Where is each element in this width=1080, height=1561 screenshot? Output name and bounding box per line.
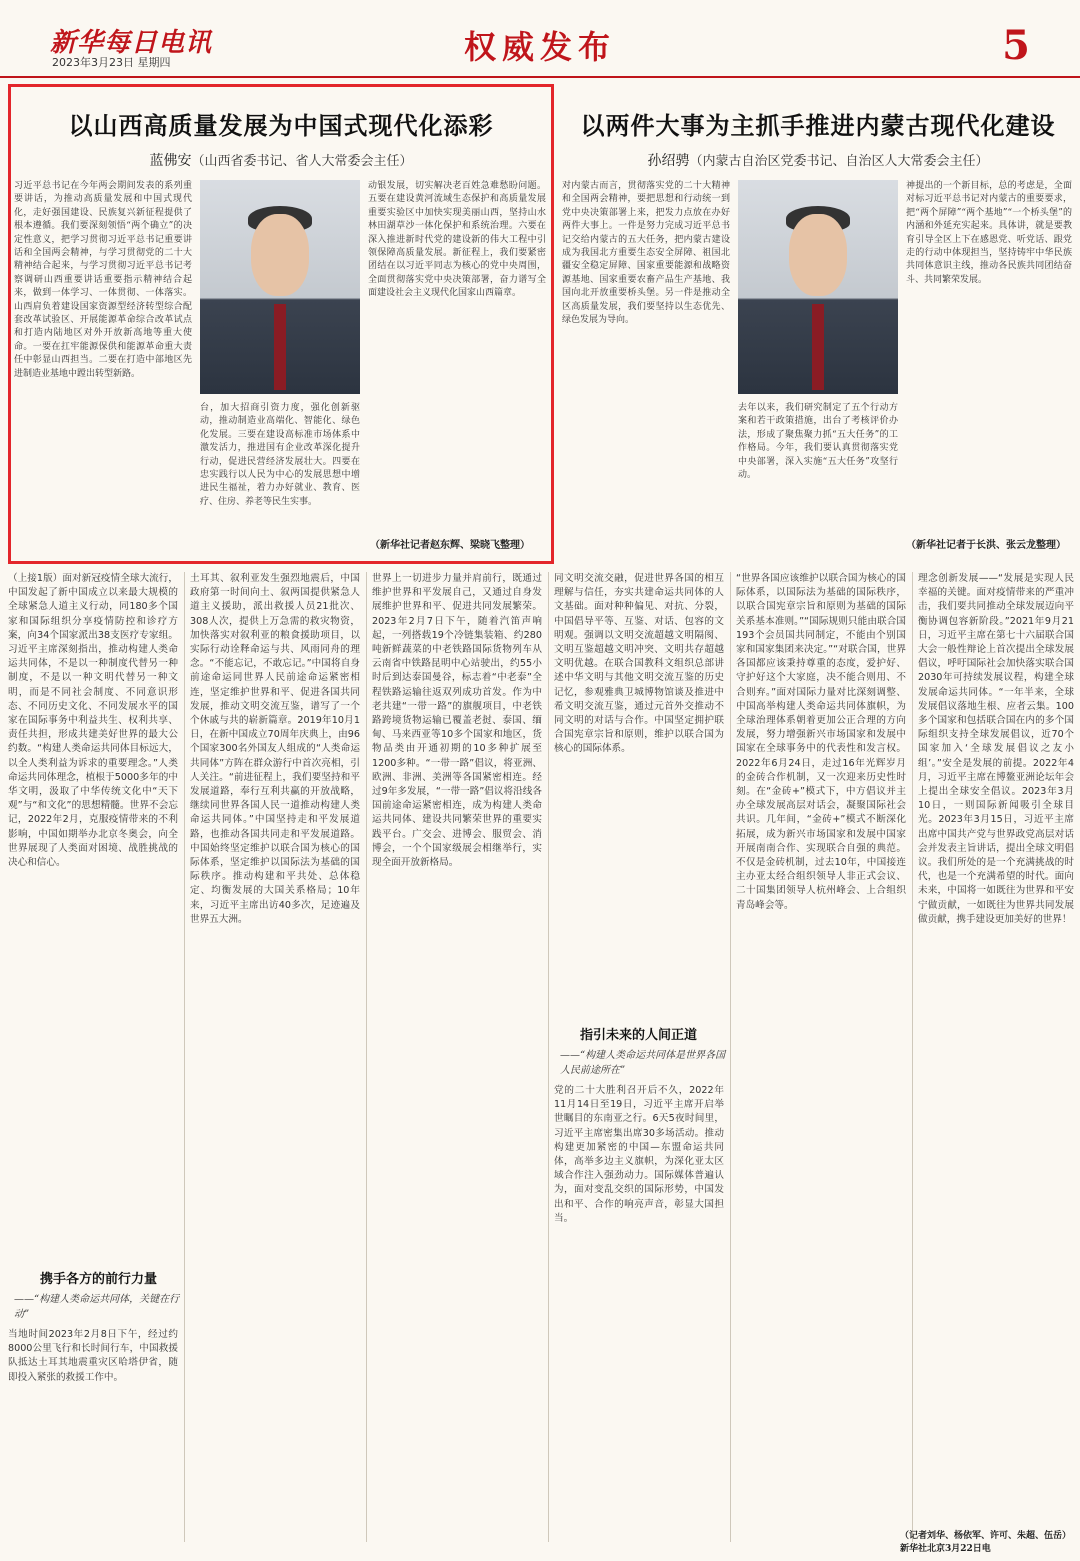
column-divider bbox=[730, 572, 731, 1542]
article-credit: （新华社记者赵东辉、梁晓飞整理） bbox=[370, 540, 530, 551]
body-column: 世界上一切进步力量并肩前行，既通过维护世界和平发展自己，又通过自身发展维护世界和平、促进共同发展繁荣。2023年2月7日下午，随着汽笛声响起，一列搭载19个冷链集装箱、约280吨新鲜蔬菜的中老铁路国际货物列车从云南省中铁路昆明中心站驶出，约55小时后到达泰国曼谷，标志着“中老泰”全程铁路运输往返双列成功首发。作为中老共建“一带一路”的旗舰项目，中老铁路跨境货物运输已覆盖老挝、泰国、缅甸、马来西亚等10多个国家和地区，货物品类由开通初期的10多种扩展至1200多种。“一带一路”倡议，将亚洲、欧洲、非洲、美洲等各国紧密相连。经过9年多发展，“一带一路”倡议将沿线各国前途命运紧密相连，成为构建人类命运共同体、建设共同繁荣世界的重要实践平台。广交会、进博会、服贸会、消博会，一个个国家级展会相继举行，实现全面开放新格局。 bbox=[372, 573, 542, 869]
issue-date: 2023年3月23日 星期四 bbox=[52, 56, 171, 69]
masthead-rule bbox=[0, 76, 1080, 78]
author-position: （山西省委书记、省人大常委会主任） bbox=[191, 154, 413, 169]
article-inner-mongolia bbox=[562, 84, 1074, 564]
body-column: 当地时间2023年2月8日下午，经过约8000公里飞行和长时间行车，中国救援队抵达土耳其地震重灾区哈塔伊省，随即投入紧张的救援工作中。 bbox=[8, 1329, 178, 1383]
column-divider bbox=[548, 572, 549, 1542]
article-column: 去年以来，我们研究制定了五个行动方案和若干政策措施，出台了考核评价办法，形成了聚焦聚力抓“五大任务”的工作格局。今年，我们要认真贯彻落实党中央部署，深入实施“五大任务”攻坚行动。 bbox=[738, 403, 898, 481]
author-name: 蓝佛安 bbox=[149, 153, 192, 169]
author-position: （内蒙古自治区党委书记、自治区人大常委会主任） bbox=[689, 154, 989, 169]
portrait-face bbox=[789, 214, 847, 295]
article-credit: （记者刘华、杨依军、许可、朱超、伍岳）新华社北京3月22日电 bbox=[900, 1531, 1072, 1554]
body-column: （上接1版）面对新冠疫情全球大流行，中国发起了新中国成立以来最大规模的全球紧急人道主义行动，同180多个国家和国际组织分享疫情防控和诊疗方案，向34个国家派出38支医疗专家组。习近平主席深刻指出，推动构建人类命运共同体，不是以一种制度代替另一种制度，不是以一种文明代替另一种文明，而是不同社会制度、不同意识形态、不同历史文化、不同发展水平的国家在国际事务中利益共生、权利共享、责任共担，形成共建美好世界的最大公约数。“构建人类命运共同体目标远大，以全人类利益为诉求的重要理念。”人类命运共同体理念，植根于5000多年的中华文明，汲取了中华传统文化中“天下观”与“和文化”的思想精髓。世界不会忘记，2022年2月，克服疫情带来的不利影响，中国如期举办北京冬奥会，向全世界展现了人类面对困境、战胜挑战的决心和信心。 bbox=[8, 573, 178, 869]
subheading: 指引未来的人间正道 bbox=[580, 1028, 698, 1043]
masthead bbox=[0, 0, 1080, 76]
newspaper-logo: 新华每日电讯 bbox=[50, 28, 213, 58]
portrait-tie bbox=[812, 304, 825, 390]
article-headline: 以山西高质量发展为中国式现代化添彩 bbox=[68, 111, 494, 140]
article-credit: （新华社记者于长洪、张云龙整理） bbox=[906, 540, 1066, 551]
column-divider bbox=[184, 572, 185, 1542]
body-column: 土耳其、叙利亚发生强烈地震后，中国政府第一时间向土、叙两国提供紧急人道主义援助，派出救援人员21批次、308人次，提供上万急需的救灾物资，加快落实对叙利亚的粮食援助项目，以实际行动诠释命运与共、风雨同舟的理念。“不能忘记，不敢忘记。”中国将自身前途命运同世界人民前途命运紧密相连，坚定维护世界和平、促进各国共同发展，推动文明交流互鉴，谱写了一个个休戚与共的崭新篇章。2019年10月1日，在新中国成立70周年庆典上，由96个国家300名外国友人组成的“人类命运共同体”方阵在群众游行中首次亮相，引人关注。“前进征程上，我们要坚持和平发展道路，奉行互利共赢的开放战略，继续同世界各国人民一道推动构建人类命运共同体。”中国坚持走和平发展道路，也推动各国共同走和平发展道路。中国始终坚定维护以联合国为核心的国际体系，坚定维护以国际法为基础的国际秩序。推动构建和平共处、总体稳定、均衡发展的大国关系格局；10年来，习近平主席出访40多次，足迹遍及世界五大洲。 bbox=[190, 573, 360, 925]
author-portrait bbox=[738, 180, 898, 394]
article-byline bbox=[562, 150, 1074, 170]
author-name: 孙绍骋 bbox=[647, 153, 690, 169]
subheading: 携手各方的前行力量 bbox=[40, 1272, 158, 1287]
article-column: 对内蒙古而言，贯彻落实党的二十大精神和全国两会精神，要把思想和行动统一到党中央决策部署上来，把发力点放在办好两件大事上。一件是努力完成习近平总书记交给内蒙古的五大任务，把内蒙古建设成为我国北方重要生态安全屏障、祖国北疆安全稳定屏障、国家重要能源和战略资源基地、国家重要农畜产品生产基地、我国向北开放重要桥头堡。另一件是推动全区高质量发展，我们要坚持以生态优先、绿色发展为导向。 bbox=[562, 181, 730, 326]
article-column: 台，加大招商引资力度，强化创新驱动，推动制造业高端化、智能化、绿色化发展。三要在建设高标准市场体系中激发活力，推进国有企业改革深化提升行动，促进民营经济发展壮大。四要在忠实践行以人民为中心的发展思想中增进民生福祉，着力办好就业、教育、医疗、住房、养老等民生实事。 bbox=[200, 403, 360, 507]
body-column: “世界各国应该维护以联合国为核心的国际体系，以国际法为基础的国际秩序，以联合国宪章宗旨和原则为基础的国际关系基本准则。”“国际规则只能由联合国193个会员国共同制定，不能由个别国家和国家集团来决定。”“对联合国，世界各国都应该秉持尊重的态度，爱护好、守护好这个大家庭，决不能合则用、不合则弃。”面对国际力量对比深刻调整、中国高举构建人类命运共同体旗帜，为全球治理体系朝着更加公正合理的方向发展，努力增强新兴市场国家和发展中国家在全球事务中的代表性和发言权。2022年6月24日，走过16年光辉岁月的金砖合作机制，又一次迎来历史性时刻。在“金砖+”模式下，中方倡议并主办全球发展高层对话会，凝聚国际社会共识。几年间，“金砖+”模式不断深化拓展，成为新兴市场国家和发展中国家开展南南合作、实现联合自强的典范。不仅是金砖机制，过去10年，中国接连主办亚太经合组织领导人非正式会议、二十国集团领导人杭州峰会、上合组织青岛峰会等。 bbox=[736, 573, 906, 911]
article-headline: 以两件大事为主抓手推进内蒙古现代化建设 bbox=[580, 111, 1056, 140]
body-column: 党的二十大胜利召开后不久，2022年11月14日至19日，习近平主席开启举世瞩目的东南亚之行。6天5夜时间里，习近平主席密集出席30多场活动。推动构建更加紧密的中国—东盟命运共同体，高举多边主义旗帜，为深化亚太区域合作注入强劲动力。国际媒体普遍认为，面对变乱交织的国际形势，中国发出和平、合作的响亮声音，彰显大国担当。 bbox=[554, 1085, 724, 1224]
body-column: 理念创新发展——“发展是实现人民幸福的关键。面对疫情带来的严重冲击，我们要共同推动全球发展迈向平衡协调包容新阶段。”2021年9月21日，习近平主席在第七十六届联合国大会一般性辩论上首次提出全球发展倡议，呼吁国际社会加快落实联合国2030年可持续发展议程，构建全球发展命运共同体。“一年半来，全球发展倡议落地生根、应者云集。100多个国家和包括联合国在内的多个国际组织支持全球发展倡议，近70个国家加入‘全球发展倡议之友小组’。”安全是发展的前提。2022年4月，习近平主席在博鳌亚洲论坛年会上提出全球安全倡议。2023年3月10日，一则国际新闻吸引全球目光。2023年3月15日，习近平主席出席中国共产党与世界政党高层对话会并发表主旨讲话，提出全球文明倡议。我们所处的是一个充满挑战的时代，也是一个充满希望的时代。面向未来，中国将一如既往为世界和平安宁做贡献，一如既往为世界共同发展做贡献，携手建设更加美好的世界！ bbox=[918, 573, 1074, 925]
article-column: 习近平总书记在今年两会期间发表的系列重要讲话，为推动高质量发展和中国式现代化，走好强国建设、民族复兴新征程提供了根本遵循。我们要深刻领悟“两个确立”的决定性意义，把学习贯彻习近平总书记重要讲话和全国两会精神，与学习贯彻党的二十大精神结合起来，与学习贯彻习近平总书记考察调研山西重要讲话重要指示精神结合起来，做到一体学习、一体贯彻、一体落实。山西肩负着建设国家资源型经济转型综合配套改革试验区、开展能源革命综合改革试点和打造内陆地区对外开放新高地等重大使命。一要在扛牢能源保供和能源革命重大责任中彰显山西担当。二要在打造中部地区先进制造业基地中蹚出转型新路。 bbox=[14, 181, 192, 379]
subheading-tagline: ——“构建人类命运共同体是世界各国人民前途所在” bbox=[560, 1050, 726, 1076]
section-title: 权威发布 bbox=[463, 28, 616, 66]
article-column: 神提出的一个新目标，总的考虑是，全面对标习近平总书记对内蒙古的重要要求，把“两个屏障”“两个基地”“一个桥头堡”的内涵和外延充实起来。具体讲，就是要教育引导全区上下在感恩党、听党话、跟党走的行动中体现担当，坚持铸牢中华民族共同体意识主线，推动各民族共同团结奋斗、共同繁荣发展。 bbox=[906, 181, 1072, 285]
page-number: 5 bbox=[1002, 22, 1030, 69]
column-divider bbox=[366, 572, 367, 1542]
article-column: 动银发展，切实解决老百姓急难愁盼问题。五要在建设黄河流域生态保护和高质量发展重要实验区中加快实现美丽山西，坚持山水林田湖草沙一体化保护和系统治理。六要在深入推进新时代党的建设新的伟大工程中引领保障高质量发展。新征程上，我们要紧密团结在以习近平同志为核心的党中央周围，全面贯彻落实党中央决策部署，奋力谱写全面建设社会主义现代化国家山西篇章。 bbox=[368, 181, 546, 299]
subheading-tagline: ——“构建人类命运共同体，关键在行动” bbox=[14, 1294, 180, 1320]
column-divider bbox=[912, 572, 913, 1542]
body-column: 同文明交流交融，促进世界各国的相互理解与信任，夯实共建命运共同体的人文基础。面对种种偏见、对抗、分裂，中国倡导平等、互鉴、对话、包容的文明观。强调以文明交流超越文明隔阂、文明互鉴超越文明冲突、文明共存超越文明优越。在联合国教科文组织总部讲述中华文明与其他文明交流互鉴的历史记忆，参观雅典卫城博物馆谈及推进中希文明交流互鉴，通过元首外交推动不同文明的对话与合作。中国坚定拥护联合国宪章宗旨和原则，维护以联合国为核心的国际体系。 bbox=[554, 573, 724, 755]
highlight-box bbox=[8, 84, 554, 564]
